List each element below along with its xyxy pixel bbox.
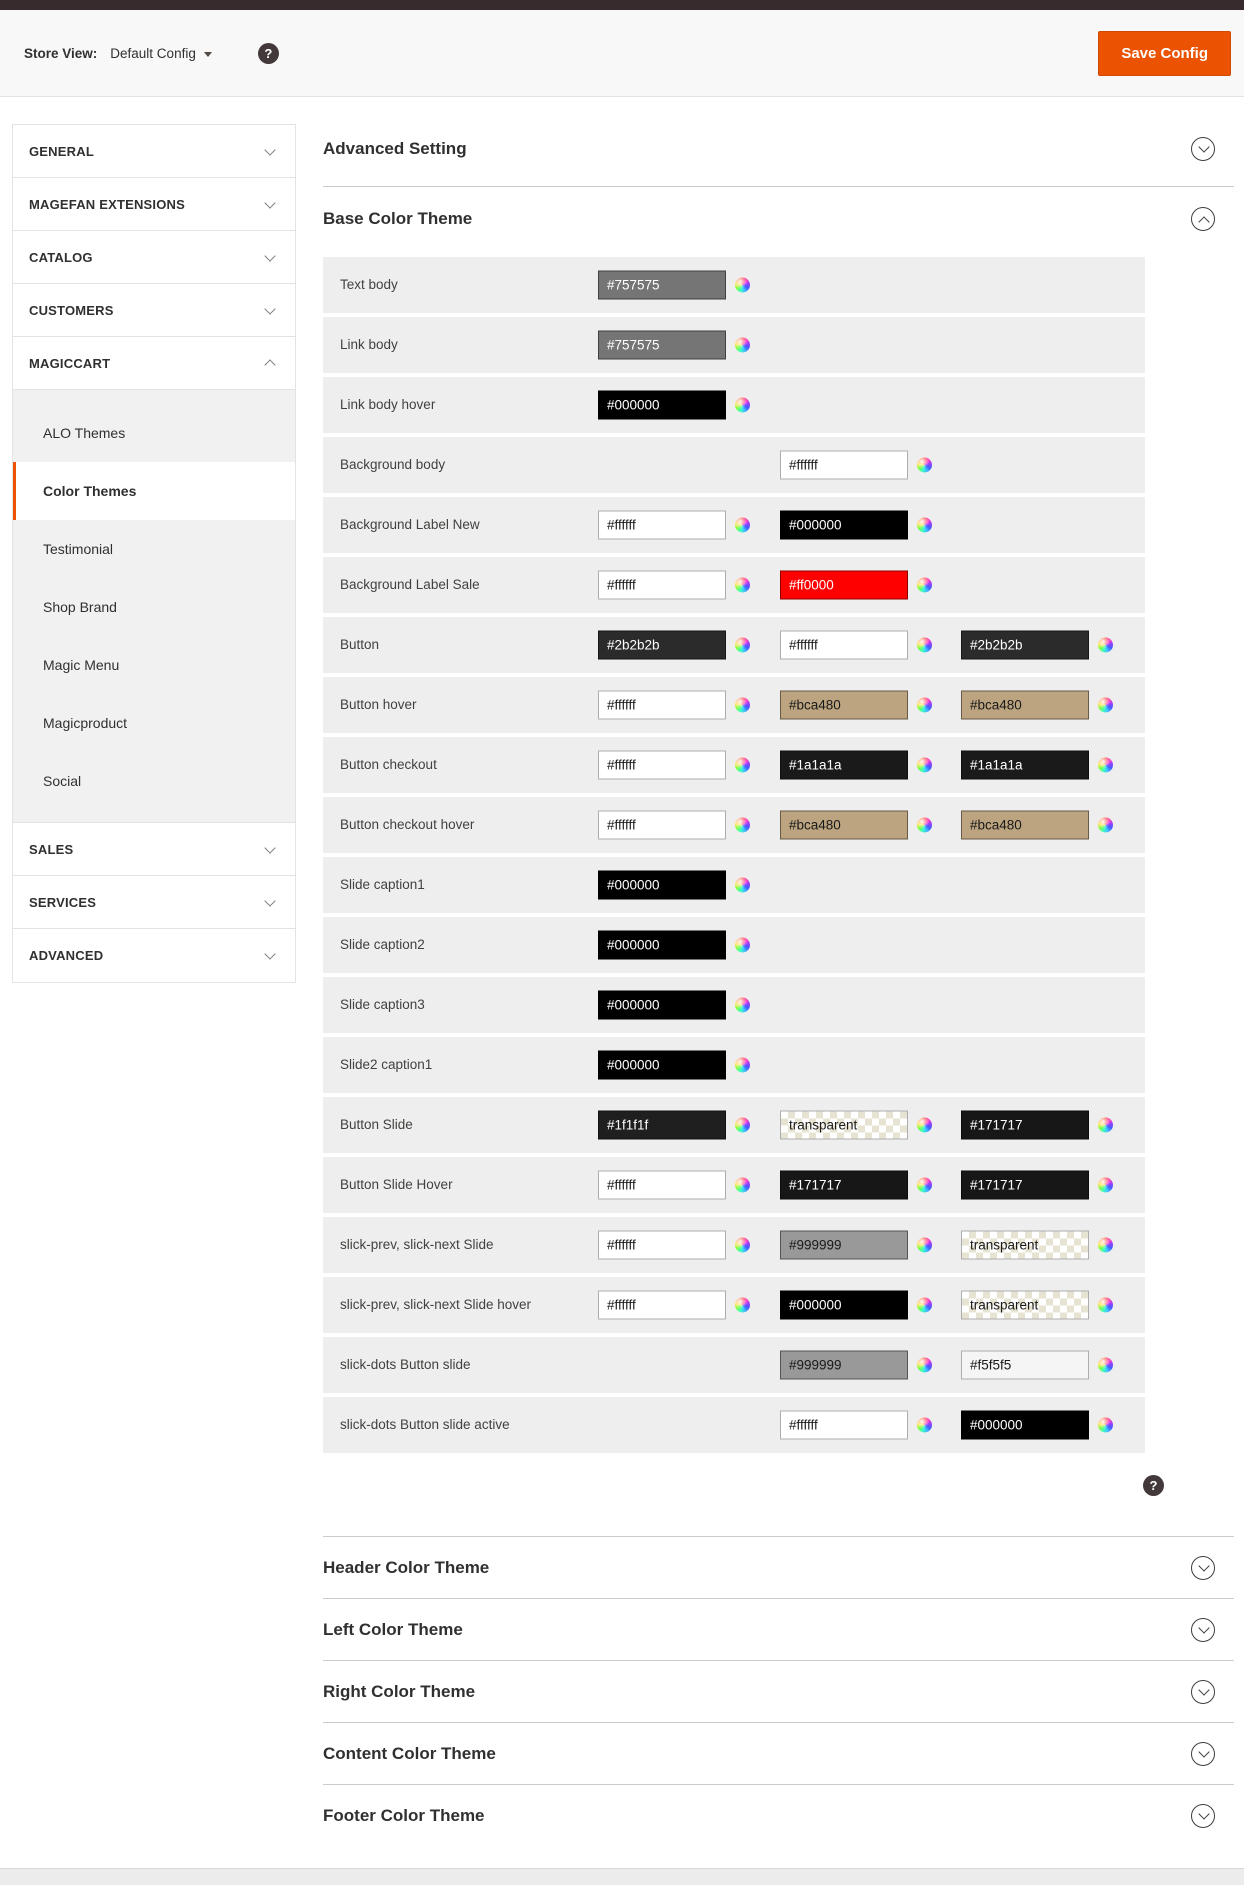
color-field-col3 <box>961 1231 1113 1260</box>
color-row-label: slick-prev, slick-next Slide <box>340 1236 494 1252</box>
chevron-up-icon <box>264 359 275 370</box>
color-picker-icon[interactable] <box>735 878 750 893</box>
sidebar-section-sales[interactable] <box>13 823 295 876</box>
color-value-input[interactable] <box>780 1351 908 1380</box>
store-view-value: Default Config <box>110 45 196 61</box>
color-row-label: slick-dots Button slide active <box>340 1416 510 1432</box>
page-footer-bar <box>0 1868 1244 1885</box>
color-row-slick-prev-slick-next-slide <box>323 1217 1145 1273</box>
sidebar-item-social[interactable]: Social <box>43 773 82 789</box>
color-row-slide-caption2 <box>323 917 1145 973</box>
table-help-icon[interactable]: ? <box>1143 1475 1164 1496</box>
color-field-col1 <box>598 631 750 660</box>
sidebar-section-label: SERVICES <box>29 894 97 910</box>
chevron-down-icon <box>264 303 275 314</box>
color-field-col1 <box>598 1051 750 1080</box>
color-picker-icon[interactable] <box>735 398 750 413</box>
color-value-input[interactable] <box>598 931 726 960</box>
color-field-col3 <box>961 1411 1113 1440</box>
color-row-button <box>323 617 1145 673</box>
color-picker-icon[interactable] <box>735 1178 750 1193</box>
collapsed-sections <box>323 1536 1234 1846</box>
color-field-col2 <box>780 1231 932 1260</box>
color-picker-icon[interactable] <box>1098 1238 1113 1253</box>
color-picker-icon[interactable] <box>1098 1358 1113 1373</box>
section-title-footer-color-theme: Footer Color Theme <box>323 1805 485 1825</box>
color-row-label: Button checkout hover <box>340 816 475 832</box>
sidebar-submenu <box>13 390 295 823</box>
color-field-col3 <box>961 1171 1113 1200</box>
color-row-label: Slide caption1 <box>340 876 425 892</box>
color-picker-icon[interactable] <box>735 938 750 953</box>
color-field-col1 <box>598 811 750 840</box>
color-field-col2 <box>780 1111 932 1140</box>
color-picker-icon[interactable] <box>917 818 932 833</box>
color-value-input[interactable] <box>780 1231 908 1260</box>
color-value-input[interactable] <box>780 1291 908 1320</box>
color-row-slick-dots-button-slide-active <box>323 1397 1145 1453</box>
color-field-col3 <box>961 691 1113 720</box>
chevron-up-circle-icon[interactable] <box>1191 207 1215 231</box>
color-row-slide-caption1 <box>323 857 1145 913</box>
sidebar-section-general[interactable] <box>13 125 295 178</box>
sidebar-section-label: CUSTOMERS <box>29 302 114 318</box>
color-picker-icon[interactable] <box>735 1118 750 1133</box>
store-view-dropdown[interactable] <box>110 46 212 61</box>
color-value-input[interactable] <box>961 691 1089 720</box>
sidebar-section-label: ADVANCED <box>29 948 104 963</box>
store-view-label: Store View: <box>24 45 98 61</box>
color-row-label: Link body hover <box>340 396 436 412</box>
color-row-label: Button checkout <box>340 756 437 772</box>
color-value-input[interactable] <box>780 571 908 600</box>
color-field-col1 <box>598 571 750 600</box>
color-value-input[interactable] <box>780 811 908 840</box>
color-picker-icon[interactable] <box>917 1178 932 1193</box>
color-picker-icon[interactable] <box>917 1298 932 1313</box>
color-picker-icon[interactable] <box>1098 1178 1113 1193</box>
color-row-label: slick-prev, slick-next Slide hover <box>340 1296 532 1312</box>
color-field-col2 <box>780 1291 932 1320</box>
color-picker-icon[interactable] <box>735 338 750 353</box>
color-picker-icon[interactable] <box>735 1058 750 1073</box>
color-field-col2 <box>780 691 932 720</box>
color-field-col2 <box>780 1351 932 1380</box>
color-field-col1 <box>598 1291 750 1320</box>
color-picker-icon[interactable] <box>735 818 750 833</box>
color-picker-icon[interactable] <box>1098 1298 1113 1313</box>
sidebar-section-catalog[interactable] <box>13 231 295 284</box>
color-value-input[interactable] <box>598 1291 726 1320</box>
color-picker-icon[interactable] <box>735 698 750 713</box>
color-row-label: Slide2 caption1 <box>340 1056 433 1072</box>
sidebar-section-label: MAGICCART <box>29 355 111 371</box>
section-title-base-color-theme: Base Color Theme <box>323 209 473 228</box>
color-value-input[interactable] <box>598 511 726 540</box>
color-field-col2 <box>780 511 932 540</box>
color-picker-icon[interactable] <box>735 758 750 773</box>
color-value-input[interactable] <box>598 1051 726 1080</box>
color-field-col2 <box>780 451 932 480</box>
color-picker-icon[interactable] <box>917 1418 932 1433</box>
color-field-col2 <box>780 631 932 660</box>
color-picker-icon[interactable] <box>735 1238 750 1253</box>
color-value-input[interactable] <box>780 751 908 780</box>
color-value-input[interactable] <box>598 331 726 360</box>
color-field-col1 <box>598 511 750 540</box>
color-row-label: Slide caption2 <box>340 936 425 952</box>
section-content-color-theme[interactable] <box>323 1722 1234 1784</box>
sidebar-item-alo-themes[interactable]: ALO Themes <box>43 425 126 441</box>
color-row-label: Text body <box>340 276 398 292</box>
save-config-button[interactable]: Save Config <box>1098 31 1231 76</box>
sidebar-item-shop-brand[interactable]: Shop Brand <box>43 599 117 615</box>
color-picker-icon[interactable] <box>735 278 750 293</box>
color-row-label: Background Label New <box>340 516 480 532</box>
color-value-input[interactable] <box>598 1231 726 1260</box>
color-value-input[interactable] <box>598 691 726 720</box>
chevron-down-circle-icon[interactable] <box>1191 1556 1215 1580</box>
color-picker-icon[interactable] <box>917 1358 932 1373</box>
color-field-col1 <box>598 1231 750 1260</box>
color-picker-icon[interactable] <box>735 638 750 653</box>
store-view-help-icon[interactable]: ? <box>258 43 279 64</box>
chevron-down-icon <box>264 948 275 959</box>
color-picker-icon[interactable] <box>917 1238 932 1253</box>
color-row-button-hover <box>323 677 1145 733</box>
color-picker-icon[interactable] <box>1098 758 1113 773</box>
section-header-color-theme[interactable] <box>323 1536 1234 1598</box>
color-row-text-body <box>323 257 1145 313</box>
section-left-color-theme[interactable] <box>323 1598 1234 1660</box>
sidebar <box>12 124 296 983</box>
color-value-input[interactable] <box>598 631 726 660</box>
chevron-down-circle-icon[interactable] <box>1191 1680 1215 1704</box>
color-picker-icon[interactable] <box>1098 1418 1113 1433</box>
color-row-label: Button Slide <box>340 1116 413 1132</box>
color-picker-icon[interactable] <box>917 758 932 773</box>
store-view-caret-icon <box>204 52 212 57</box>
chevron-down-icon <box>264 895 275 906</box>
color-field-col3 <box>961 1111 1113 1140</box>
sidebar-section-label: MAGEFAN EXTENSIONS <box>29 196 186 212</box>
color-row-label: Button Slide Hover <box>340 1176 453 1192</box>
color-value-input[interactable] <box>598 271 726 300</box>
color-value-input[interactable] <box>961 1351 1089 1380</box>
content-panel <box>323 111 1234 1846</box>
sidebar-section-magefan-extensions[interactable] <box>13 178 295 231</box>
color-value-input[interactable] <box>961 811 1089 840</box>
color-field-col3 <box>961 1291 1113 1320</box>
color-value-input[interactable] <box>598 571 726 600</box>
color-field-col2 <box>780 1171 932 1200</box>
color-field-col2 <box>780 571 932 600</box>
color-field-col2 <box>780 1411 932 1440</box>
sidebar-item-color-themes[interactable]: Color Themes <box>13 462 295 520</box>
color-field-col3 <box>961 1351 1113 1380</box>
color-value-input[interactable] <box>780 1411 908 1440</box>
sidebar-section-label: CATALOG <box>29 249 93 265</box>
color-row-background-body <box>323 437 1145 493</box>
chevron-down-icon <box>264 197 275 208</box>
color-row-label: Background body <box>340 456 446 472</box>
color-value-input[interactable] <box>598 391 726 420</box>
color-value-input[interactable] <box>780 1111 908 1140</box>
color-picker-icon[interactable] <box>1098 638 1113 653</box>
color-row-background-label-new <box>323 497 1145 553</box>
color-row-label: slick-dots Button slide <box>340 1356 471 1372</box>
color-row-button-slide <box>323 1097 1145 1153</box>
color-value-input[interactable] <box>780 631 908 660</box>
color-row-button-slide-hover <box>323 1157 1145 1213</box>
color-table <box>323 257 1145 1453</box>
sidebar-item-testimonial[interactable]: Testimonial <box>43 541 114 557</box>
color-picker-icon[interactable] <box>735 998 750 1013</box>
color-picker-icon[interactable] <box>1098 698 1113 713</box>
color-field-col1 <box>598 691 750 720</box>
chevron-down-circle-icon[interactable] <box>1191 137 1215 161</box>
sidebar-section-advanced[interactable] <box>13 929 295 982</box>
color-row-label: Background Label Sale <box>340 576 480 592</box>
color-value-input[interactable] <box>598 751 726 780</box>
color-row-button-checkout-hover <box>323 797 1145 853</box>
sidebar-section-services[interactable] <box>13 876 295 929</box>
color-value-input[interactable] <box>598 1111 726 1140</box>
color-row-link-body <box>323 317 1145 373</box>
color-value-input[interactable] <box>961 1291 1089 1320</box>
section-advanced-setting[interactable] <box>323 111 1234 187</box>
color-field-col1 <box>598 871 750 900</box>
color-picker-icon[interactable] <box>1098 818 1113 833</box>
color-field-col1 <box>598 391 750 420</box>
section-right-color-theme[interactable] <box>323 1660 1234 1722</box>
color-field-col3 <box>961 631 1113 660</box>
section-title-left-color-theme: Left Color Theme <box>323 1619 463 1639</box>
admin-top-strip <box>0 0 1244 10</box>
color-value-input[interactable] <box>598 991 726 1020</box>
color-picker-icon[interactable] <box>917 518 932 533</box>
color-value-input[interactable] <box>780 511 908 540</box>
color-value-input[interactable] <box>961 1111 1089 1140</box>
section-footer-color-theme[interactable] <box>323 1784 1234 1846</box>
color-picker-icon[interactable] <box>917 1118 932 1133</box>
color-row-slide2-caption1 <box>323 1037 1145 1093</box>
color-value-input[interactable] <box>961 1231 1089 1260</box>
color-row-background-label-sale <box>323 557 1145 613</box>
color-field-col1 <box>598 1111 750 1140</box>
color-picker-icon[interactable] <box>735 578 750 593</box>
color-value-input[interactable] <box>598 871 726 900</box>
sidebar-section-magiccart[interactable] <box>13 337 295 390</box>
color-field-col1 <box>598 271 750 300</box>
color-picker-icon[interactable] <box>917 638 932 653</box>
section-title-header-color-theme: Header Color Theme <box>323 1557 490 1577</box>
color-field-col1 <box>598 1171 750 1200</box>
color-row-slide-caption3 <box>323 977 1145 1033</box>
color-field-col2 <box>780 811 932 840</box>
color-row-label: Button hover <box>340 696 417 712</box>
section-title-content-color-theme: Content Color Theme <box>323 1743 496 1763</box>
color-value-input[interactable] <box>780 451 908 480</box>
color-picker-icon[interactable] <box>1098 1118 1113 1133</box>
color-value-input[interactable] <box>961 751 1089 780</box>
sidebar-item-magicproduct[interactable]: Magicproduct <box>43 715 128 731</box>
color-value-input[interactable] <box>961 1171 1089 1200</box>
chevron-down-circle-icon[interactable] <box>1191 1742 1215 1766</box>
color-field-col3 <box>961 751 1113 780</box>
color-row-slick-dots-button-slide <box>323 1337 1145 1393</box>
color-field-col1 <box>598 931 750 960</box>
store-view-switcher <box>24 46 212 61</box>
main-layout <box>0 97 1244 1846</box>
color-value-input[interactable] <box>598 811 726 840</box>
color-value-input[interactable] <box>961 631 1089 660</box>
sidebar-section-label: SALES <box>29 841 74 857</box>
table-help-row <box>323 1475 1164 1496</box>
color-picker-icon[interactable] <box>917 458 932 473</box>
sidebar-section-label: GENERAL <box>29 143 94 159</box>
color-value-input[interactable] <box>961 1411 1089 1440</box>
color-row-link-body-hover <box>323 377 1145 433</box>
section-base-color-theme[interactable] <box>323 187 1234 251</box>
sidebar-section-customers[interactable] <box>13 284 295 337</box>
page-toolbar <box>0 10 1244 97</box>
color-field-col1 <box>598 751 750 780</box>
color-picker-icon[interactable] <box>917 698 932 713</box>
color-row-label: Link body <box>340 336 398 352</box>
color-value-input[interactable] <box>598 1171 726 1200</box>
chevron-down-circle-icon[interactable] <box>1191 1618 1215 1642</box>
section-title-advanced-setting: Advanced Setting <box>323 138 467 158</box>
chevron-down-icon <box>264 250 275 261</box>
chevron-down-icon <box>264 842 275 853</box>
color-value-input[interactable] <box>780 691 908 720</box>
color-picker-icon[interactable] <box>735 518 750 533</box>
color-field-col1 <box>598 331 750 360</box>
color-picker-icon[interactable] <box>917 578 932 593</box>
chevron-down-icon <box>264 144 275 155</box>
section-title-right-color-theme: Right Color Theme <box>323 1681 476 1701</box>
color-row-slick-prev-slick-next-slide-hover <box>323 1277 1145 1333</box>
color-field-col1 <box>598 991 750 1020</box>
color-picker-icon[interactable] <box>735 1298 750 1313</box>
chevron-down-circle-icon[interactable] <box>1191 1804 1215 1828</box>
color-row-label: Button <box>340 636 380 652</box>
color-row-button-checkout <box>323 737 1145 793</box>
color-field-col3 <box>961 811 1113 840</box>
color-value-input[interactable] <box>780 1171 908 1200</box>
color-row-label: Slide caption3 <box>340 996 425 1012</box>
color-field-col2 <box>780 751 932 780</box>
sidebar-item-magic-menu[interactable]: Magic Menu <box>43 657 120 673</box>
